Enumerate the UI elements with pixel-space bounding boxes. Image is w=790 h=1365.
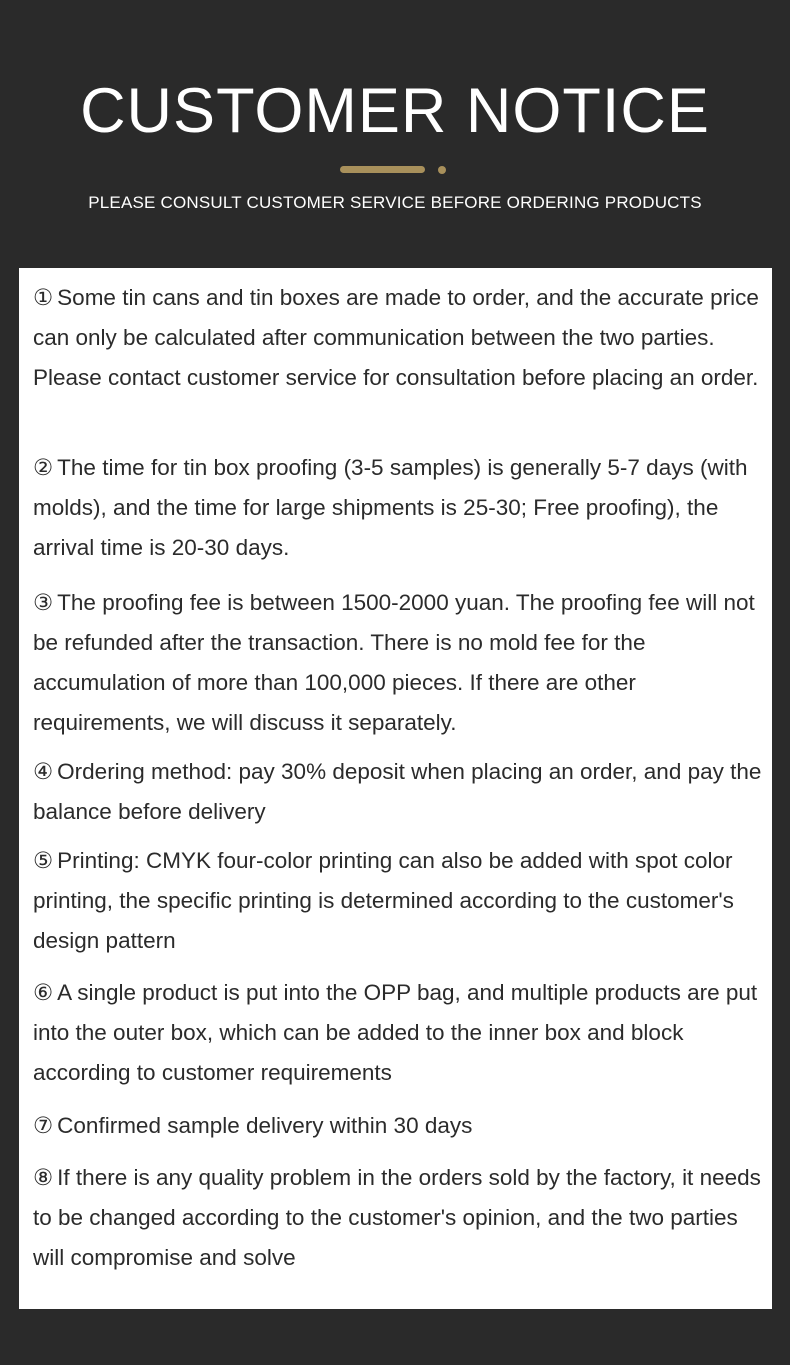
notice-item-1	[33, 278, 769, 398]
notice-number: ④	[33, 759, 54, 784]
notice-item-5	[33, 841, 769, 961]
notice-number: ⑥	[33, 980, 54, 1005]
notice-text: Confirmed sample delivery within 30 days	[57, 1113, 473, 1138]
notice-text: Some tin cans and tin boxes are made to order, and the accurate price can only be calculated after communication between the two parties. Please contact customer service for consultation before placing an order.	[33, 285, 759, 390]
page-subtitle: PLEASE CONSULT CUSTOMER SERVICE BEFORE ORDERING PRODUCTS	[88, 193, 702, 212]
notice-item-3	[33, 583, 769, 743]
notice-text: If there is any quality problem in the orders sold by the factory, it needs to be changed according to the customer's opinion, and the two parties will compromise and solve	[33, 1165, 761, 1270]
notice-item-2	[33, 448, 769, 568]
notice-text: Printing: CMYK four-color printing can also be added with spot color printing, the specific printing is determined according to the customer's design pattern	[33, 848, 734, 953]
divider-bar	[340, 166, 425, 173]
notice-number: ①	[33, 285, 54, 310]
notice-text: The time for tin box proofing (3-5 samples) is generally 5-7 days (with molds), and the time for large shipments is 25-30; Free proofing), the arrival time is 20-30 days.	[33, 455, 748, 560]
divider-dot	[438, 166, 446, 174]
notice-item-7	[33, 1106, 769, 1146]
notice-number: ③	[33, 590, 54, 615]
notice-number: ⑦	[33, 1113, 54, 1138]
notice-number: ⑧	[33, 1165, 54, 1190]
notice-text: The proofing fee is between 1500-2000 yuan. The proofing fee will not be refunded after the transaction. There is no mold fee for the accumulation of more than 100,000 pieces. If there are other requirements, we will discuss it separately.	[33, 590, 755, 735]
notice-item-6	[33, 973, 769, 1093]
notice-text: A single product is put into the OPP bag, and multiple products are put into the outer box, which can be added to the inner box and block according to customer requirements	[33, 980, 758, 1085]
notice-item-8	[33, 1158, 769, 1278]
notice-panel	[19, 268, 772, 1309]
notice-text: Ordering method: pay 30% deposit when placing an order, and pay the balance before delivery	[33, 759, 762, 824]
notice-number: ②	[33, 455, 54, 480]
notice-number: ⑤	[33, 848, 54, 873]
page-title: CUSTOMER NOTICE	[80, 76, 710, 146]
header	[0, 0, 790, 268]
notice-item-4	[33, 752, 769, 832]
